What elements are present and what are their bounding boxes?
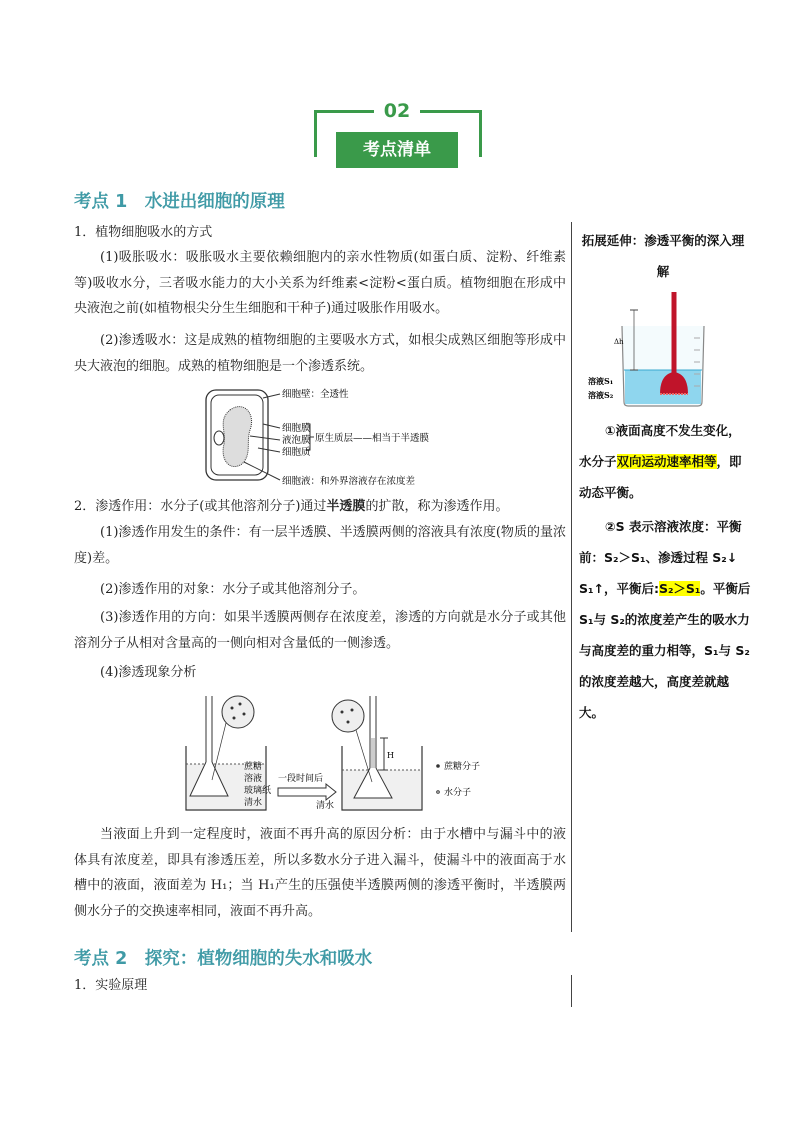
semipermeable-term: 半透膜: [326, 499, 366, 514]
osmosis-text-c: 的扩散，称为渗透作用。: [365, 499, 509, 514]
osmosis-text-a: 2．渗透作用：水分子(或其他溶剂分子)通过: [74, 499, 327, 514]
point-1-text-c: ，即动态平衡。: [579, 454, 742, 500]
beaker-height-label: Δh: [614, 338, 624, 346]
badge-number: 02: [374, 98, 420, 124]
beaker-label-s2: 溶液S₂: [588, 390, 614, 400]
legend-sucrose-molecule: 蔗糖分子: [444, 762, 481, 772]
para-osmotic-absorption: (2)渗透吸水：这是成熟的植物细胞的主要吸水方式，如根尖成熟区细胞等形成中央大液泡的细胞。成熟的植物细胞是一个渗透系统。: [74, 333, 566, 374]
label-solution: 溶液: [244, 774, 263, 784]
para-direction: (3)渗透作用的方向：如果半透膜两侧存在浓度差，渗透的方向就是水分子或其他溶剂分子从相对含量高的一侧向相对含量低的一侧渗透。: [74, 610, 566, 651]
badge-title: 考点清单: [336, 132, 458, 168]
point-1-highlight: 双向运动速率相等: [616, 454, 717, 469]
label-protoplast: 原生质层——相当于半透膜: [315, 433, 430, 444]
point-2-highlight: S₂＞S₁: [658, 581, 701, 596]
beaker-diagram: [588, 288, 724, 412]
plant-cell-diagram: [200, 384, 440, 490]
label-water-right: 清水: [316, 801, 335, 811]
para-equilibrium-analysis: 当液面上升到一定程度时，液面不再升高的原因分析：由于水槽中与漏斗中的液体具有浓度差，即具有渗透压差，所以多数水分子进入漏斗，使漏斗中的液面高于水槽中的液面，液面差为 H₁；当 H₁产生的压强使半透膜两侧的渗透平衡时，半透膜两侧水分子的交换速率相同，液面不再升高。: [74, 827, 566, 919]
label-cell-sap: 细胞液：和外界溶液存在浓度差: [282, 476, 416, 487]
item-1-title: 1．植物细胞吸水的方式: [74, 225, 213, 240]
label-vacuole-membrane: 液泡膜: [282, 435, 311, 446]
point-1-text-a: ①液面高度不发生变化，水分子: [579, 423, 741, 469]
sidebar-title: 拓展延伸：渗透平衡的深入理解: [581, 233, 745, 279]
sidebar-point-2: [579, 511, 751, 728]
para-analysis-title: (4)渗透现象分析: [100, 665, 197, 680]
section-2-heading: 考点 2 探究：植物细胞的失水和吸水: [74, 949, 373, 969]
label-cell-wall: 细胞壁：全透性: [282, 389, 349, 400]
column-divider: [571, 222, 572, 932]
item-2-osmosis: [74, 494, 566, 520]
section-badge: [314, 98, 480, 172]
section-2-item-1: 1．实验原理: [74, 978, 148, 993]
label-height-diff: H: [387, 751, 394, 760]
column-divider-lower: [571, 975, 572, 1007]
legend-water-molecule: 水分子: [444, 788, 472, 798]
para-conditions: (1)渗透作用发生的条件：有一层半透膜、半透膜两侧的溶液具有浓度(物质的量浓度)差。: [74, 525, 566, 566]
beaker-label-s1: 溶液S₁: [588, 376, 614, 386]
point-2-text-a: ②S 表示溶液浓度：平衡前：S₂＞S₁、渗透过程 S₂↓ S₁↑，平衡后:: [579, 519, 750, 596]
osmosis-experiment-diagram: [176, 686, 481, 818]
para-imbibition: (1)吸胀吸水：吸胀吸水主要依赖细胞内的亲水性物质(如蛋白质、淀粉、纤维素等)吸收水分，三者吸水能力的大小关系为纤维素<淀粉<蛋白质。植物细胞在形成中央液泡之前(如植物根尖分生生细胞和干种子)通过吸胀作用吸水。: [74, 250, 566, 317]
label-cellophane: 玻璃纸: [244, 786, 272, 796]
label-sucrose: 蔗糖: [244, 762, 263, 772]
label-cell-membrane: 细胞膜: [282, 423, 311, 434]
label-time-passed: 一段时间后: [278, 774, 324, 784]
label-cytoplasm: 细胞质: [282, 447, 311, 458]
point-2-text-c: 。平衡后 S₁与 S₂的浓度差产生的吸水力与高度差的重力相等，S₁与 S₂的浓度差越大，高度差就越大。: [579, 581, 751, 720]
section-1-heading: 考点 1 水进出细胞的原理: [74, 192, 285, 212]
label-water-left: 清水: [244, 798, 263, 808]
sidebar-point-1: [579, 415, 751, 508]
para-object: (2)渗透作用的对象：水分子或其他溶剂分子。: [100, 582, 366, 597]
